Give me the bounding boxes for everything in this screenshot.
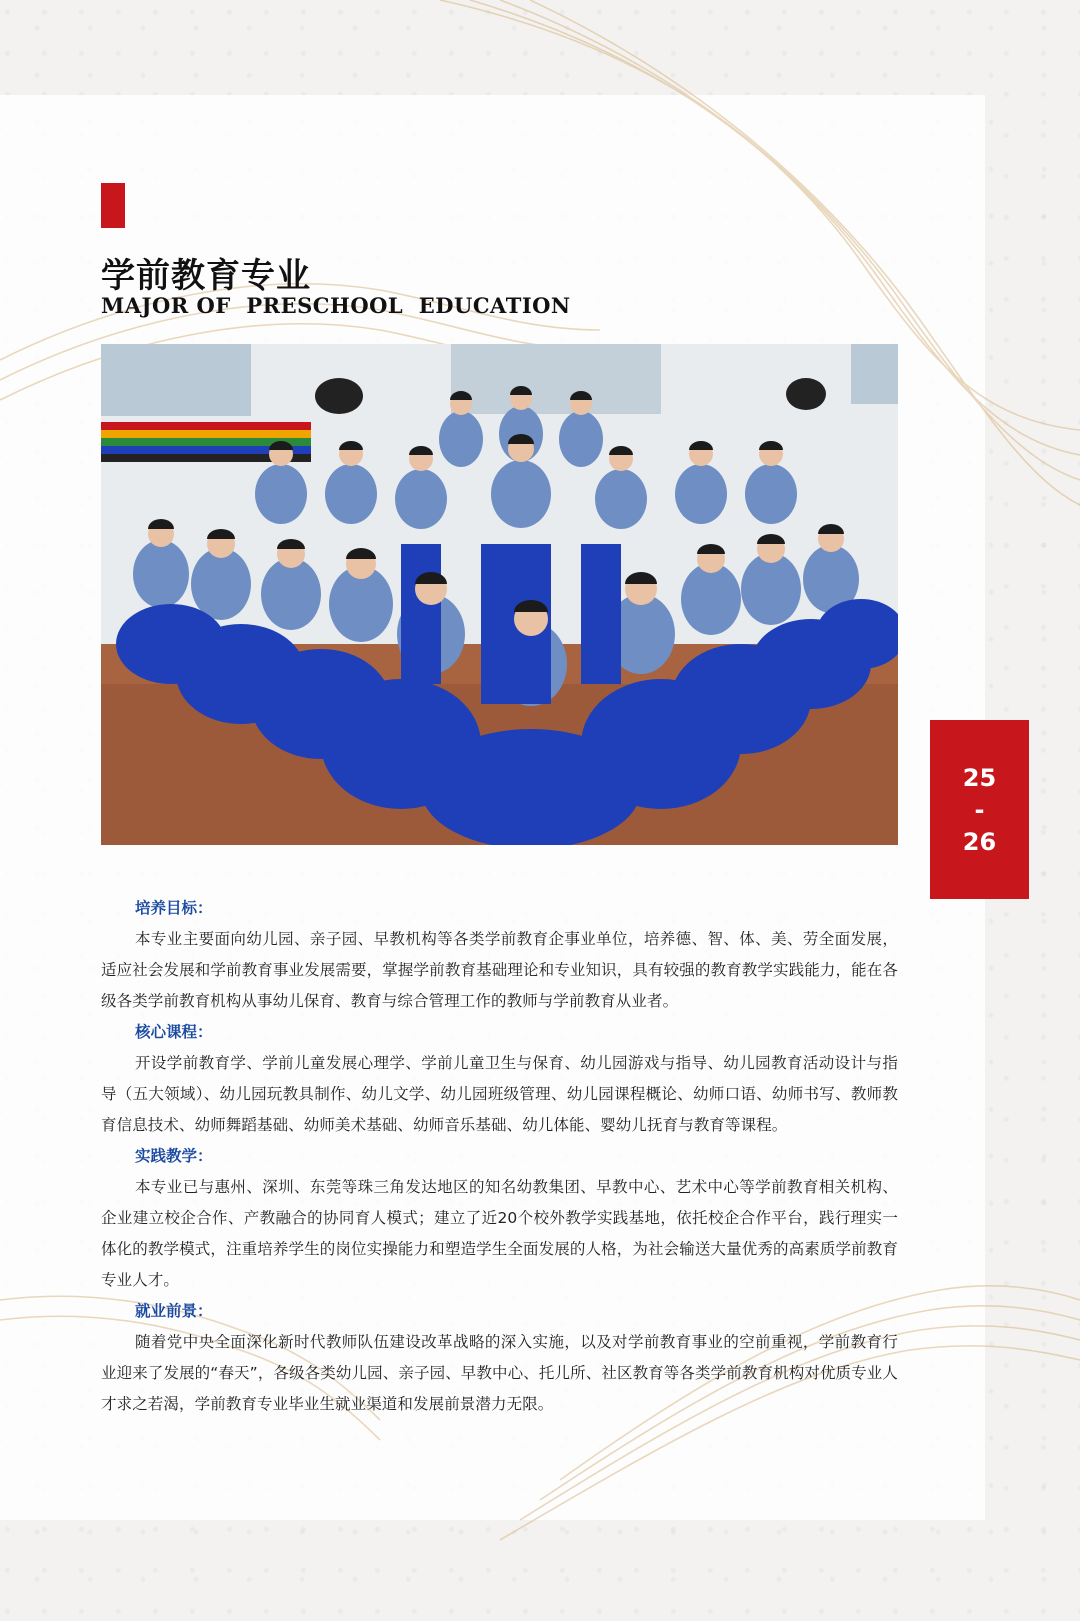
title-chinese: 学前教育专业 <box>101 256 311 296</box>
dance-class-photo <box>101 344 898 845</box>
text-content <box>101 893 898 1420</box>
section-body: 本专业主要面向幼儿园、亲子园、早教机构等各类学前教育企事业单位，培养德、智、体、美、劳全面发展，适应社会发展和学前教育事业发展需要，掌握学前教育基础理论和专业知识，具有较强的教育教学实践能力，能在各级各类学前教育机构从事幼儿保育、教育与综合管理工作的教师与学前教育从业者。 <box>101 930 898 1010</box>
page-number-separator: - <box>974 795 985 824</box>
page-number-end: 26 <box>962 827 997 856</box>
section-heading: 实践教学： <box>135 1147 213 1165</box>
section-body: 开设学前教育学、学前儿童发展心理学、学前儿童卫生与保育、幼儿园游戏与指导、幼儿园教育活动设计与指导（五大领域）、幼儿园玩教具制作、幼儿文学、幼儿园班级管理、幼儿园课程概论、幼师口语、幼师书写、教师教育信息技术、幼师舞蹈基础、幼师美术基础、幼师音乐基础、幼儿体能、婴幼儿抚育与教育等课程。 <box>101 1054 898 1134</box>
section-heading: 培养目标： <box>135 899 213 917</box>
section-practice-teaching <box>101 1141 898 1296</box>
section-heading: 核心课程： <box>135 1023 213 1041</box>
section-core-courses <box>101 1017 898 1141</box>
section-training-goals <box>101 893 898 1017</box>
dance-photo-illustration <box>101 344 898 845</box>
title-english: MAJOR OF PRESCHOOL EDUCATION <box>101 293 571 318</box>
section-body: 本专业已与惠州、深圳、东莞等珠三角发达地区的知名幼教集团、早教中心、艺术中心等学前教育相关机构、企业建立校企合作、产教融合的协同育人模式；建立了近20个校外教学实践基地，依托校企合作平台，践行理实一体化的教学模式，注重培养学生的岗位实操能力和塑造学生全面发展的人格，为社会输送大量优秀的高素质学前教育专业人才。 <box>101 1178 898 1289</box>
red-accent-bar <box>101 183 125 228</box>
page-number-tab <box>930 720 1029 899</box>
section-employment-prospects <box>101 1296 898 1420</box>
section-heading: 就业前景： <box>135 1302 213 1320</box>
page-number-start: 25 <box>962 763 997 792</box>
section-body: 随着党中央全面深化新时代教师队伍建设改革战略的深入实施，以及对学前教育事业的空前重视，学前教育行业迎来了发展的“春天”，各级各类幼儿园、亲子园、早教中心、托儿所、社区教育等各类学前教育机构对优质专业人才求之若渴，学前教育专业毕业生就业渠道和发展前景潜力无限。 <box>101 1333 898 1413</box>
